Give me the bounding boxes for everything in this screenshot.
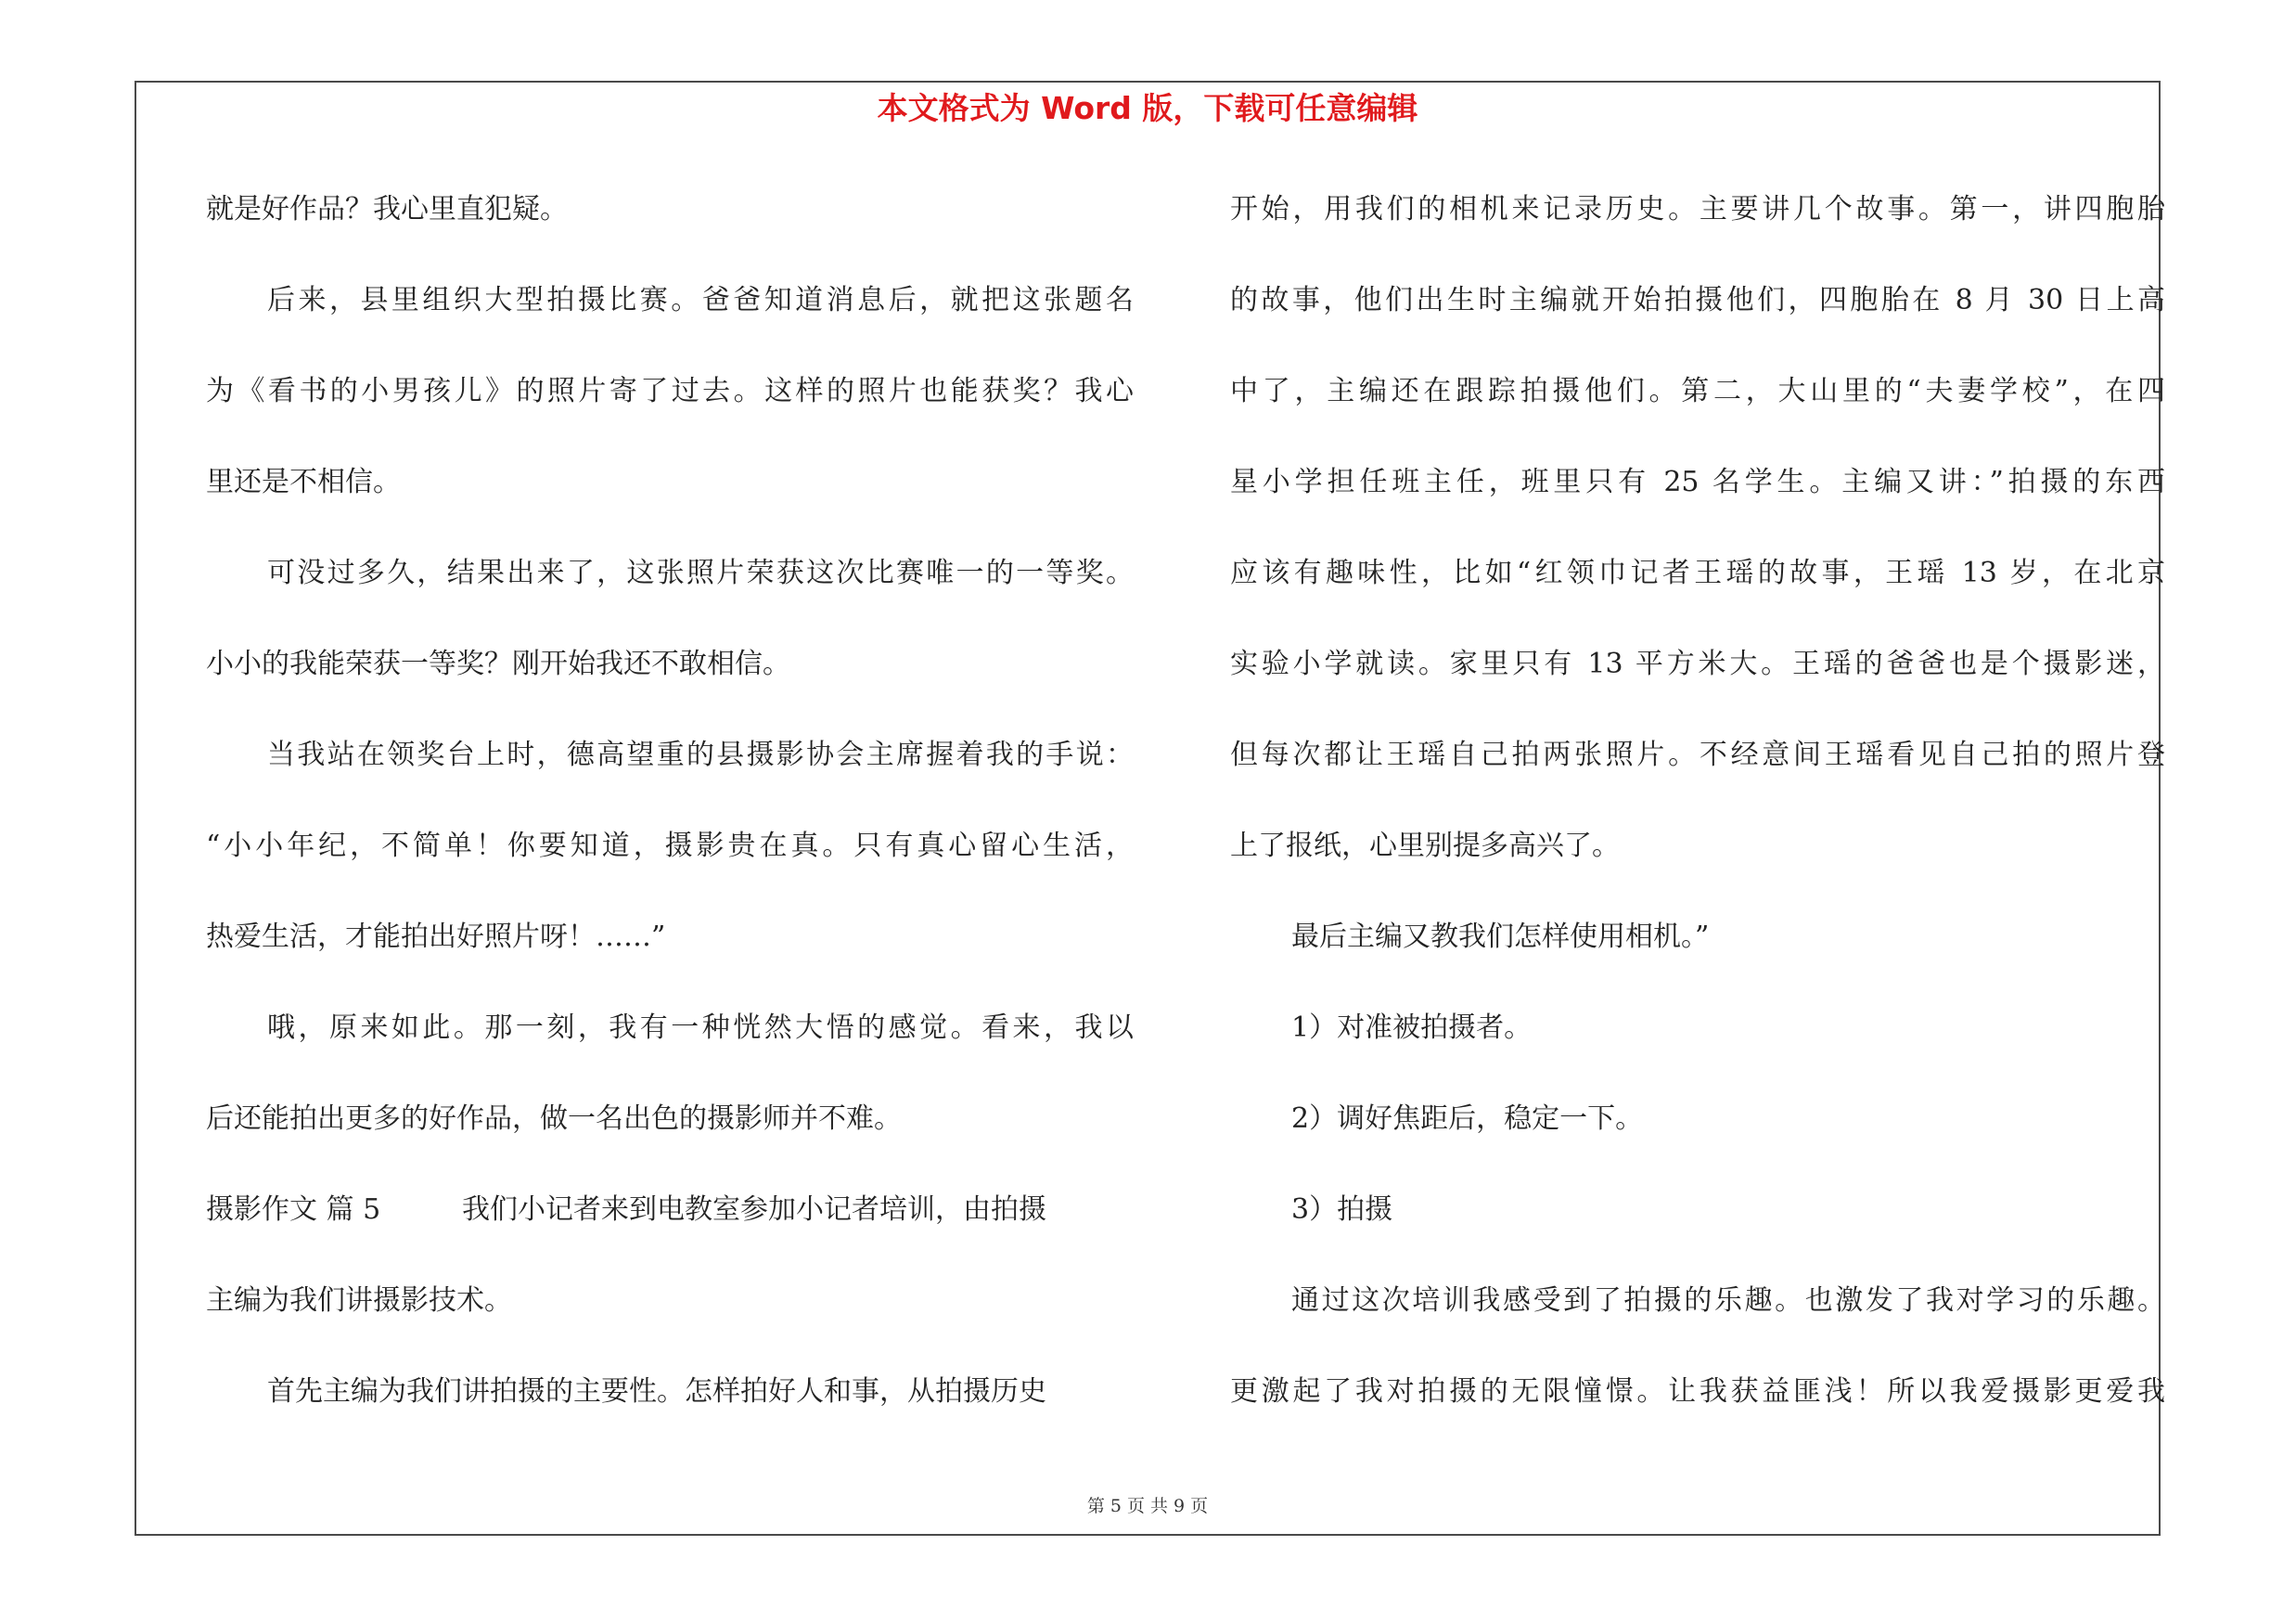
left-column	[206, 182, 1134, 1455]
document-header: 本文格式为 Word 版，下载可任意编辑	[877, 90, 1418, 126]
paragraph-line: 当我站在领奖台上时，德高望重的县摄影协会主席握着我的手说：	[267, 739, 1134, 771]
paragraph-line: 开始，用我们的相机来记录历史。主要讲几个故事。第一，讲四胞胎	[1230, 193, 2165, 225]
paragraph-line: 但每次都让王瑶自己拍两张照片。不经意间王瑶看见自己拍的照片登	[1230, 739, 2165, 771]
paragraph-line: 更激起了我对拍摄的无限憧憬。让我获益匪浅！所以我爱摄影更爱我	[1230, 1375, 2165, 1408]
paragraph-line: 可没过多久，结果出来了，这张照片荣获这次比赛唯一的一等奖。	[267, 557, 1134, 589]
paragraph-line: 的故事，他们出生时主编就开始拍摄他们，四胞胎在 8 月 30 日上高	[1230, 284, 2165, 316]
paragraph-line: 中了，主编还在跟踪拍摄他们。第二，大山里的“夫妻学校”，在四	[1230, 375, 2165, 407]
paragraph-line: 星小学担任班主任，班里只有 25 名学生。主编又讲：”拍摄的东西	[1230, 466, 2165, 498]
paragraph-line: 我们小记者来到电教室参加小记者培训，由拍摄	[462, 1193, 1046, 1226]
section-title: 摄影作文 篇 5	[206, 1193, 381, 1226]
paragraph-line: 哦，原来如此。那一刻，我有一种恍然大悟的感觉。看来，我以	[267, 1011, 1134, 1044]
paragraph-line: 上了报纸，心里别提多高兴了。	[1230, 830, 1620, 862]
paragraph-line: 最后主编又教我们怎样使用相机。”	[1291, 921, 1710, 953]
paragraph-line: 实验小学就读。家里只有 13 平方米大。王瑶的爸爸也是个摄影迷，	[1230, 648, 2165, 680]
paragraph-line: 后来，县里组织大型拍摄比赛。爸爸知道消息后，就把这张题名	[267, 284, 1134, 316]
paragraph-line: 就是好作品？我心里直犯疑。	[206, 193, 568, 225]
list-item: 1）对准被拍摄者。	[1291, 1011, 1533, 1044]
section-heading-line	[206, 1182, 1134, 1273]
right-column	[1230, 182, 2165, 1455]
paragraph-line: 里还是不相信。	[206, 466, 401, 498]
paragraph-line: 通过这次培训我感受到了拍摄的乐趣。也激发了我对学习的乐趣。	[1291, 1284, 2165, 1317]
paragraph-line: 小小的我能荣获一等奖？刚开始我还不敢相信。	[206, 648, 790, 680]
list-item: 2）调好焦距后，稳定一下。	[1291, 1102, 1644, 1135]
paragraph-line: 首先主编为我们讲拍摄的主要性。怎样拍好人和事，从拍摄历史	[267, 1375, 1046, 1408]
paragraph-line: 主编为我们讲摄影技术。	[206, 1284, 512, 1317]
paragraph-line: 应该有趣味性，比如“红领巾记者王瑶的故事，王瑶 13 岁，在北京	[1230, 557, 2165, 589]
paragraph-line: “小小年纪，不简单！你要知道，摄影贵在真。只有真心留心生活，	[206, 830, 1134, 862]
page-number: 第 5 页 共 9 页	[1086, 1496, 1209, 1516]
paragraph-line: 为《看书的小男孩儿》的照片寄了过去。这样的照片也能获奖？我心	[206, 375, 1134, 407]
paragraph-line: 热爱生活，才能拍出好照片呀！……”	[206, 921, 666, 953]
list-item: 3）拍摄	[1291, 1193, 1393, 1226]
paragraph-line: 后还能拍出更多的好作品，做一名出色的摄影师并不难。	[206, 1102, 902, 1135]
